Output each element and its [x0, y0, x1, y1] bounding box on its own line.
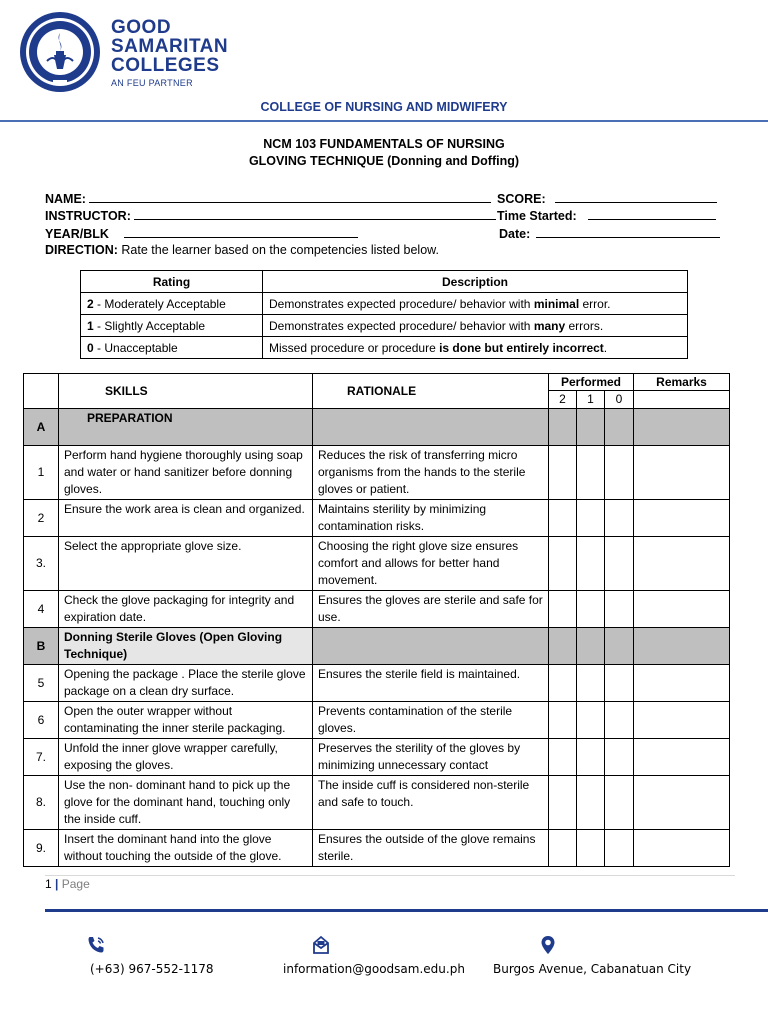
score-1-cell[interactable]	[577, 591, 605, 628]
mail-icon	[311, 935, 331, 955]
header-blank-cell	[24, 374, 59, 409]
instructor-field	[45, 208, 496, 223]
skill-number: 3.	[24, 537, 59, 591]
skill-row	[24, 500, 730, 537]
section-cell	[605, 628, 634, 665]
skill-number: 5	[24, 665, 59, 702]
partner-tagline: AN FEU PARTNER	[111, 78, 193, 88]
page-number-separator: |	[55, 877, 59, 891]
page-number-divider	[45, 875, 735, 876]
rationale-text: Ensures the sterile field is maintained.	[313, 665, 549, 702]
score-label: SCORE:	[497, 192, 546, 206]
score-0-cell[interactable]	[605, 830, 634, 867]
skill-text: Perform hand hygiene thoroughly using soap and water or hand sanitizer before donning gloves.	[59, 446, 313, 500]
phone-icon	[86, 935, 106, 955]
skill-text: Select the appropriate glove size.	[59, 537, 313, 591]
remarks-cell[interactable]	[634, 702, 730, 739]
rating-cell	[81, 337, 263, 359]
email-address[interactable]: information@goodsam.edu.ph	[283, 962, 465, 976]
skill-number: 2	[24, 500, 59, 537]
score-0-cell[interactable]	[605, 591, 634, 628]
skill-number: 7.	[24, 739, 59, 776]
rating-label: - Unacceptable	[93, 340, 178, 355]
header-divider	[0, 120, 768, 122]
skill-text: Use the non- dominant hand to pick up the glove for the dominant hand, touching only the inside cuff.	[59, 776, 313, 830]
score-1-cell[interactable]	[577, 446, 605, 500]
skill-text: Ensure the work area is clean and organized.	[59, 500, 313, 537]
score-0-cell[interactable]	[605, 776, 634, 830]
rationale-text: Preserves the sterility of the gloves by minimizing unnecessary contact	[313, 739, 549, 776]
year-blk-blank	[124, 226, 358, 238]
desc-emphasis: minimal	[533, 296, 580, 311]
time-started-field	[497, 208, 716, 223]
rationale-text: Prevents contamination of the sterile gloves.	[313, 702, 549, 739]
rating-header: Rating	[81, 271, 263, 293]
skills-header-row	[24, 374, 730, 391]
description-cell	[263, 293, 688, 315]
course-title	[0, 136, 768, 170]
score-0-header: 0	[605, 391, 634, 409]
name-label: NAME:	[45, 192, 86, 206]
desc-text: Demonstrates expected procedure/ behavior with	[269, 318, 534, 333]
desc-text: error.	[579, 296, 611, 311]
skill-number: 9.	[24, 830, 59, 867]
score-1-cell[interactable]	[577, 776, 605, 830]
section-cell	[577, 409, 605, 446]
skill-row	[24, 665, 730, 702]
score-1-header: 1	[577, 391, 605, 409]
skill-number: 4	[24, 591, 59, 628]
score-2-cell[interactable]	[549, 500, 577, 537]
score-1-cell[interactable]	[577, 500, 605, 537]
desc-text: errors.	[565, 318, 604, 333]
score-2-cell[interactable]	[549, 702, 577, 739]
name-field	[45, 191, 491, 206]
description-cell	[263, 337, 688, 359]
footer-divider	[45, 909, 768, 912]
rating-header-row	[81, 271, 688, 293]
skill-text: Open the outer wrapper without contaminating the inner sterile packaging.	[59, 702, 313, 739]
rationale-text: Ensures the gloves are sterile and safe for use.	[313, 591, 549, 628]
desc-text: Missed procedure or procedure	[269, 340, 440, 355]
page-number	[45, 877, 90, 891]
skill-row	[24, 830, 730, 867]
desc-emphasis: many	[533, 318, 566, 333]
skill-number: 6	[24, 702, 59, 739]
course-line-2: GLOVING TECHNIQUE (Donning and Doffing)	[248, 154, 520, 168]
rationale-text: Choosing the right glove size ensures comfort and allows for better hand movement.	[313, 537, 549, 591]
page-label: Page	[61, 877, 90, 891]
college-name: COLLEGE OF NURSING AND MIDWIFERY	[260, 100, 508, 114]
brand-line-2: SAMARITAN	[111, 36, 229, 57]
time-started-blank	[588, 208, 716, 220]
year-blk-field	[45, 226, 358, 241]
instructor-blank	[134, 208, 496, 220]
skill-row	[24, 776, 730, 830]
rating-value: 0	[87, 340, 94, 355]
score-2-cell[interactable]	[549, 739, 577, 776]
direction-body: Rate the learner based on the competencies listed below.	[117, 243, 439, 257]
section-cell	[313, 628, 549, 665]
brand-line-3: COLLEGES	[111, 55, 220, 76]
time-started-label: Time Started:	[497, 209, 577, 223]
score-2-cell[interactable]	[549, 776, 577, 830]
brand-line-1: GOOD	[111, 17, 172, 38]
section-row	[24, 409, 730, 446]
skill-row	[24, 702, 730, 739]
date-field	[499, 226, 720, 241]
remarks-cell[interactable]	[634, 776, 730, 830]
remarks-cell[interactable]	[634, 830, 730, 867]
rationale-text: The inside cuff is considered non-sterile and safe to touch.	[313, 776, 549, 830]
rationale-text: Ensures the outside of the glove remains sterile.	[313, 830, 549, 867]
address: Burgos Avenue, Cabanatuan City	[493, 962, 692, 976]
rating-table	[80, 270, 688, 359]
score-2-cell[interactable]	[549, 591, 577, 628]
score-0-cell[interactable]	[605, 537, 634, 591]
name-blank	[89, 191, 491, 203]
score-2-cell[interactable]	[549, 537, 577, 591]
remarks-cell[interactable]	[634, 739, 730, 776]
date-blank	[536, 226, 720, 238]
section-row	[24, 628, 730, 665]
skill-text: Unfold the inner glove wrapper carefully, exposing the gloves.	[59, 739, 313, 776]
score-1-cell[interactable]	[577, 739, 605, 776]
remarks-cell[interactable]	[634, 446, 730, 500]
direction-text	[45, 243, 439, 257]
skill-text: Check the glove packaging for integrity and expiration date.	[59, 591, 313, 628]
score-0-cell[interactable]	[605, 702, 634, 739]
remarks-cell[interactable]	[634, 665, 730, 702]
section-cell	[605, 409, 634, 446]
score-blank	[555, 191, 717, 203]
course-line-1: NCM 103 FUNDAMENTALS OF NURSING	[263, 137, 505, 151]
rating-value: 1	[87, 318, 94, 333]
rating-label: - Moderately Acceptable	[93, 296, 226, 311]
score-2-header: 2	[549, 391, 577, 409]
section-cell	[549, 409, 577, 446]
desc-emphasis: is done but entirely incorrect	[439, 340, 604, 355]
rating-label: - Slightly Acceptable	[93, 318, 206, 333]
description-cell	[263, 315, 688, 337]
section-letter: B	[24, 628, 59, 665]
score-1-cell[interactable]	[577, 830, 605, 867]
performed-header: Performed	[549, 374, 634, 391]
location-pin-icon	[538, 935, 558, 955]
date-label: Date:	[499, 227, 531, 241]
remarks-cell[interactable]	[634, 537, 730, 591]
rationale-text: Maintains sterility by minimizing contamination risks.	[313, 500, 549, 537]
instructor-label: INSTRUCTOR:	[45, 209, 131, 223]
rating-row	[81, 293, 688, 315]
skill-text: Opening the package . Place the sterile glove package on a clean dry surface.	[59, 665, 313, 702]
score-1-cell[interactable]	[577, 665, 605, 702]
remarks-header: Remarks	[634, 374, 730, 391]
score-2-cell[interactable]	[549, 830, 577, 867]
skill-row	[24, 739, 730, 776]
section-cell	[577, 628, 605, 665]
rationale-header: RATIONALE	[313, 374, 549, 409]
desc-text: Demonstrates expected procedure/ behavior with	[269, 296, 534, 311]
section-cell	[549, 628, 577, 665]
remarks-cell[interactable]	[634, 500, 730, 537]
section-title: PREPARATION	[59, 409, 313, 446]
section-cell	[313, 409, 549, 446]
skill-number: 8.	[24, 776, 59, 830]
year-blk-label: YEAR/BLK	[45, 227, 109, 241]
section-title: Donning Sterile Gloves (Open Gloving Technique)	[59, 628, 313, 665]
rationale-text: Reduces the risk of transferring micro organisms from the hands to the sterile gloves or patient.	[313, 446, 549, 500]
skills-header: SKILLS	[59, 374, 313, 409]
description-header: Description	[263, 271, 688, 293]
college-seal-logo	[19, 11, 101, 93]
rating-cell	[81, 293, 263, 315]
rating-cell	[81, 315, 263, 337]
skill-text: Insert the dominant hand into the glove without touching the outside of the glove.	[59, 830, 313, 867]
phone-number[interactable]: (+63) 967-552-1178	[90, 962, 214, 976]
page-number-value: 1	[45, 877, 52, 891]
section-cell	[634, 409, 730, 446]
score-field	[497, 191, 717, 206]
section-letter: A	[24, 409, 59, 446]
rating-value: 2	[87, 296, 94, 311]
skill-row	[24, 446, 730, 500]
brand-wordmark	[111, 18, 228, 89]
score-2-cell[interactable]	[549, 665, 577, 702]
score-0-cell[interactable]	[605, 446, 634, 500]
score-0-cell[interactable]	[605, 665, 634, 702]
score-1-cell[interactable]	[577, 537, 605, 591]
rating-row	[81, 337, 688, 359]
score-1-cell[interactable]	[577, 702, 605, 739]
skill-row	[24, 537, 730, 591]
rating-row	[81, 315, 688, 337]
remarks-subheader	[634, 391, 730, 409]
remarks-cell[interactable]	[634, 591, 730, 628]
skill-number: 1	[24, 446, 59, 500]
desc-text: .	[603, 340, 608, 355]
skills-checklist-table	[23, 373, 730, 867]
section-cell	[634, 628, 730, 665]
direction-label: DIRECTION:	[45, 243, 118, 257]
score-0-cell[interactable]	[605, 500, 634, 537]
score-2-cell[interactable]	[549, 446, 577, 500]
score-0-cell[interactable]	[605, 739, 634, 776]
skill-row	[24, 591, 730, 628]
